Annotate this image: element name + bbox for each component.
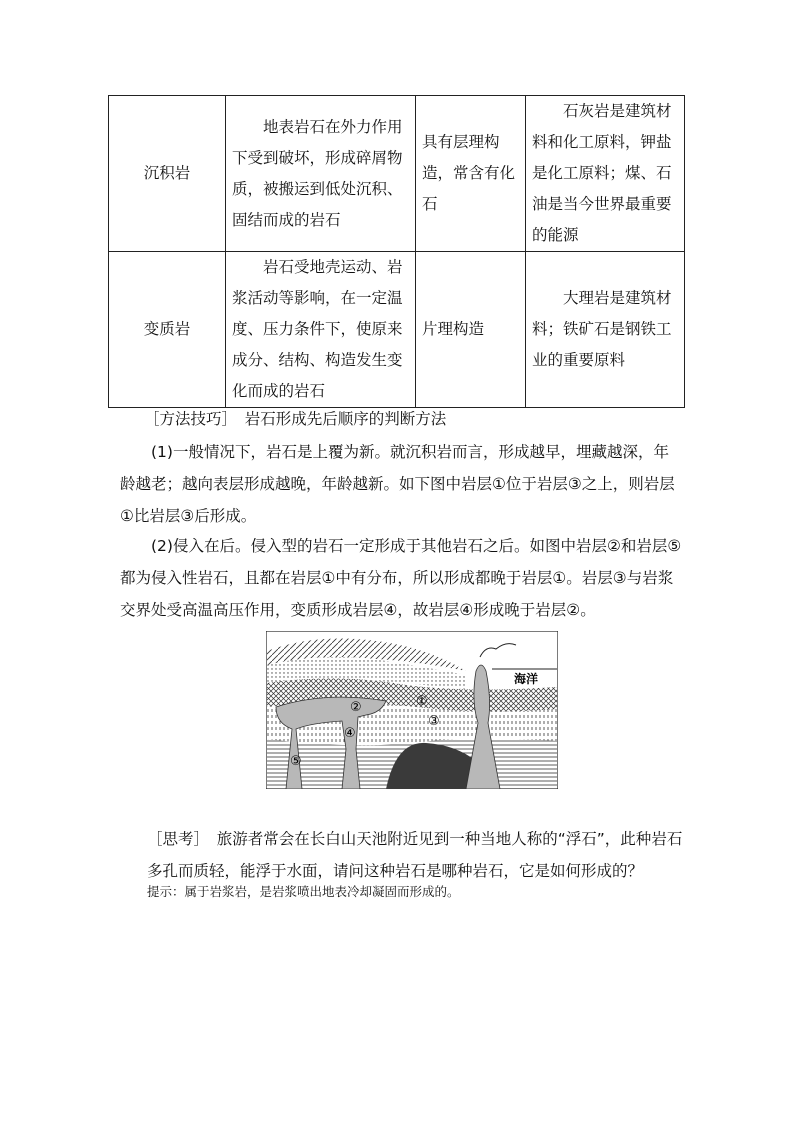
structure-cell: 片理构造 <box>416 252 526 408</box>
uses-cell: 大理岩是建筑材料；铁矿石是钢铁工业的重要原料 <box>526 252 685 408</box>
method-point-2: (2)侵入在后。侵入型的岩石一定形成于其他岩石之后。如图中岩层②和岩层⑤都为侵入性岩石，且都在岩层①中有分布，所以形成都晚于岩层①。岩层③与岩浆交界处受高温高压作用，变质形成岩层④，故岩层④形成晚于岩层②。 <box>120 537 682 619</box>
method-point-1: (1)一般情况下，岩石是上覆为新。就沉积岩而言，形成越早，埋藏越深，年龄越老；越向表层形成越晚，年龄越新。如下图中岩层①位于岩层③之上，则岩层①比岩层③后形成。 <box>120 443 675 525</box>
uses-cell: 石灰岩是建筑材料和化工原料，钾盐是化工原料；煤、石油是当今世界最重要的能源 <box>526 96 685 252</box>
table-row <box>109 252 685 408</box>
method-heading: ［方法技巧］ 岩石形成先后顺序的判断方法 <box>144 410 447 428</box>
think-question: ［思考］ 旅游者常会在长白山天池附近见到一种当地人称的“浮石”，此种岩石多孔而质轻，能浮于水面，请问这种岩石是哪种岩石，它是如何形成的？ <box>147 830 683 880</box>
ocean-label: 海洋 <box>514 672 539 686</box>
rock-name-cell: 变质岩 <box>109 252 226 408</box>
label-5: ⑤ <box>290 754 302 769</box>
label-4: ④ <box>344 726 356 741</box>
structure-cell: 具有层理构造，常含有化石 <box>416 96 526 252</box>
label-1: ① <box>416 694 428 709</box>
rock-types-table <box>108 95 685 408</box>
rock-strata-diagram <box>266 631 558 789</box>
rock-name-cell: 沉积岩 <box>109 96 226 252</box>
formation-cell: 岩石受地壳运动、岩浆活动等影响，在一定温度、压力条件下，使原来成分、结构、构造发生变化而成的岩石 <box>226 252 416 408</box>
table-row <box>109 96 685 252</box>
think-hint: 提示：属于岩浆岩，是岩浆喷出地表冷却凝固而形成的。 <box>147 884 460 899</box>
label-3: ③ <box>428 714 440 729</box>
formation-cell: 地表岩石在外力作用下受到破坏，形成碎屑物质，被搬运到低处沉积、固结而成的岩石 <box>226 96 416 252</box>
label-2: ② <box>350 700 362 715</box>
